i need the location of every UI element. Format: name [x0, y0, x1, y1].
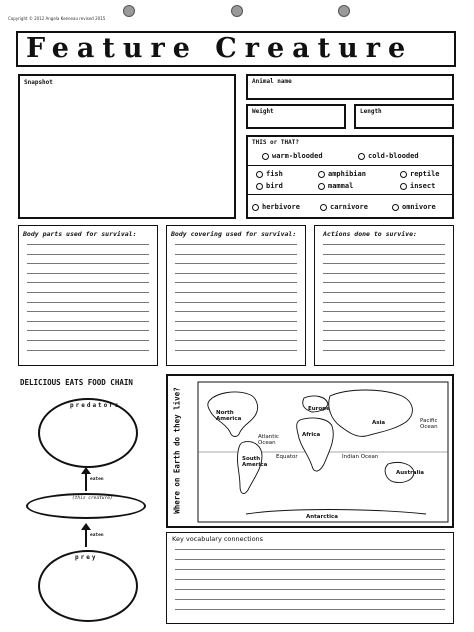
ruled-line — [323, 273, 445, 274]
ruled-line — [27, 244, 149, 245]
ruled-line — [323, 311, 445, 312]
radio-bubble[interactable] — [320, 204, 327, 211]
radio-bubble[interactable] — [256, 183, 263, 190]
ruled-line — [175, 244, 297, 245]
ruled-line — [27, 350, 149, 351]
binder-hole — [123, 5, 135, 17]
eaten-label: eaten — [90, 477, 104, 482]
option-fish[interactable]: fish — [256, 170, 283, 178]
animal-name-label: Animal name — [252, 78, 292, 85]
radio-bubble[interactable] — [392, 204, 399, 211]
arrow-up — [85, 527, 87, 547]
this-creature-label: (this creature) — [72, 496, 113, 501]
body-parts-box[interactable] — [18, 225, 158, 366]
option-amphibian[interactable]: amphibian — [318, 170, 366, 178]
ruled-line — [175, 559, 445, 560]
ruled-line — [27, 282, 149, 283]
ruled-line — [175, 579, 445, 580]
ruled-line — [175, 569, 445, 570]
weight-field[interactable] — [246, 104, 346, 129]
map-question: Where on Earth do they live? — [172, 387, 182, 514]
food-chain-panel — [18, 374, 160, 624]
label-north-america: North America — [216, 410, 242, 422]
vocab-label: Key vocabulary connections — [172, 535, 264, 543]
label-indian: Indian Ocean — [342, 454, 379, 460]
habitat-map-box — [166, 374, 454, 528]
title-bar — [16, 31, 456, 67]
ruled-line — [323, 282, 445, 283]
label-africa: Africa — [302, 432, 321, 438]
option-insect[interactable]: insect — [400, 182, 435, 190]
ruled-line — [27, 311, 149, 312]
ruled-line — [27, 263, 149, 264]
food-chain-title: DELICIOUS EATS FOOD CHAIN — [20, 378, 133, 387]
arrow-head — [81, 523, 91, 530]
radio-bubble[interactable] — [318, 183, 325, 190]
body-parts-header: Body parts used for survival: — [23, 230, 137, 238]
ruled-line — [175, 589, 445, 590]
copyright-text: Copyright © 2012 Angela Keeneau revised 2015 — [8, 16, 106, 21]
vocab-box[interactable] — [166, 532, 454, 624]
ruled-line — [27, 340, 149, 341]
length-label: Length — [360, 108, 382, 115]
ruled-line — [175, 311, 297, 312]
radio-bubble[interactable] — [400, 183, 407, 190]
label-equator: Equator — [276, 454, 298, 460]
option-bird[interactable]: bird — [256, 182, 283, 190]
ruled-line — [175, 302, 297, 303]
option-warm-blooded[interactable]: warm-blooded — [262, 152, 323, 160]
ruled-line — [175, 340, 297, 341]
actions-box[interactable] — [314, 225, 454, 366]
ruled-line — [175, 282, 297, 283]
option-carnivore[interactable]: carnivore — [320, 203, 368, 211]
page-title: Feature Creature — [26, 33, 414, 64]
ruled-line — [323, 330, 445, 331]
actions-header: Actions done to survive: — [323, 230, 417, 238]
ruled-line — [175, 292, 297, 293]
animal-name-field[interactable] — [246, 74, 454, 100]
ruled-line — [323, 350, 445, 351]
option-cold-blooded[interactable]: cold-blooded — [358, 152, 419, 160]
ruled-line — [27, 321, 149, 322]
ruled-line — [323, 263, 445, 264]
radio-bubble[interactable] — [318, 171, 325, 178]
label-south-america: South America — [242, 456, 268, 468]
body-covering-header: Body covering used for survival: — [171, 230, 297, 238]
ruled-line — [27, 292, 149, 293]
predators-label: predators — [70, 402, 121, 409]
ruled-line — [175, 599, 445, 600]
divider — [248, 165, 452, 166]
label-asia: Asia — [372, 420, 386, 426]
ruled-line — [175, 321, 297, 322]
radio-bubble[interactable] — [262, 153, 269, 160]
ruled-line — [323, 321, 445, 322]
ruled-line — [175, 263, 297, 264]
this-or-that-box — [246, 135, 454, 219]
radio-bubble[interactable] — [252, 204, 259, 211]
ruled-line — [323, 340, 445, 341]
weight-label: Weight — [252, 108, 274, 115]
length-field[interactable] — [354, 104, 454, 129]
world-map-icon[interactable] — [196, 380, 450, 524]
ruled-line — [175, 273, 297, 274]
radio-bubble[interactable] — [256, 171, 263, 178]
snapshot-label: Snapshot — [24, 79, 53, 86]
option-omnivore[interactable]: omnivore — [392, 203, 436, 211]
option-herbivore[interactable]: herbivore — [252, 203, 300, 211]
ruled-line — [27, 330, 149, 331]
binder-hole — [338, 5, 350, 17]
ruled-line — [175, 254, 297, 255]
arrow-up — [85, 471, 87, 491]
ruled-line — [323, 254, 445, 255]
option-mammal[interactable]: mammal — [318, 182, 353, 190]
ruled-line — [27, 254, 149, 255]
prey-label: prey — [75, 554, 98, 561]
radio-bubble[interactable] — [358, 153, 365, 160]
binder-hole — [231, 5, 243, 17]
label-atlantic: Atlantic Ocean — [258, 434, 279, 446]
radio-bubble[interactable] — [400, 171, 407, 178]
ruled-line — [323, 292, 445, 293]
ruled-line — [175, 350, 297, 351]
label-pacific: Pacific Ocean — [420, 418, 438, 430]
eaten-label: eaten — [90, 533, 104, 538]
ruled-line — [175, 330, 297, 331]
label-antarctica: Antarctica — [306, 514, 338, 520]
ruled-line — [27, 302, 149, 303]
ruled-line — [175, 609, 445, 610]
body-covering-box[interactable] — [166, 225, 306, 366]
divider — [248, 194, 452, 195]
ruled-line — [175, 549, 445, 550]
ruled-line — [323, 244, 445, 245]
label-australia: Australia — [396, 470, 424, 476]
ruled-line — [323, 302, 445, 303]
option-reptile[interactable]: reptile — [400, 170, 440, 178]
ruled-line — [27, 273, 149, 274]
label-europe: Europe — [308, 406, 330, 412]
arrow-head — [81, 467, 91, 474]
snapshot-box[interactable] — [18, 74, 236, 219]
this-or-that-label: THIS or THAT? — [252, 139, 299, 146]
